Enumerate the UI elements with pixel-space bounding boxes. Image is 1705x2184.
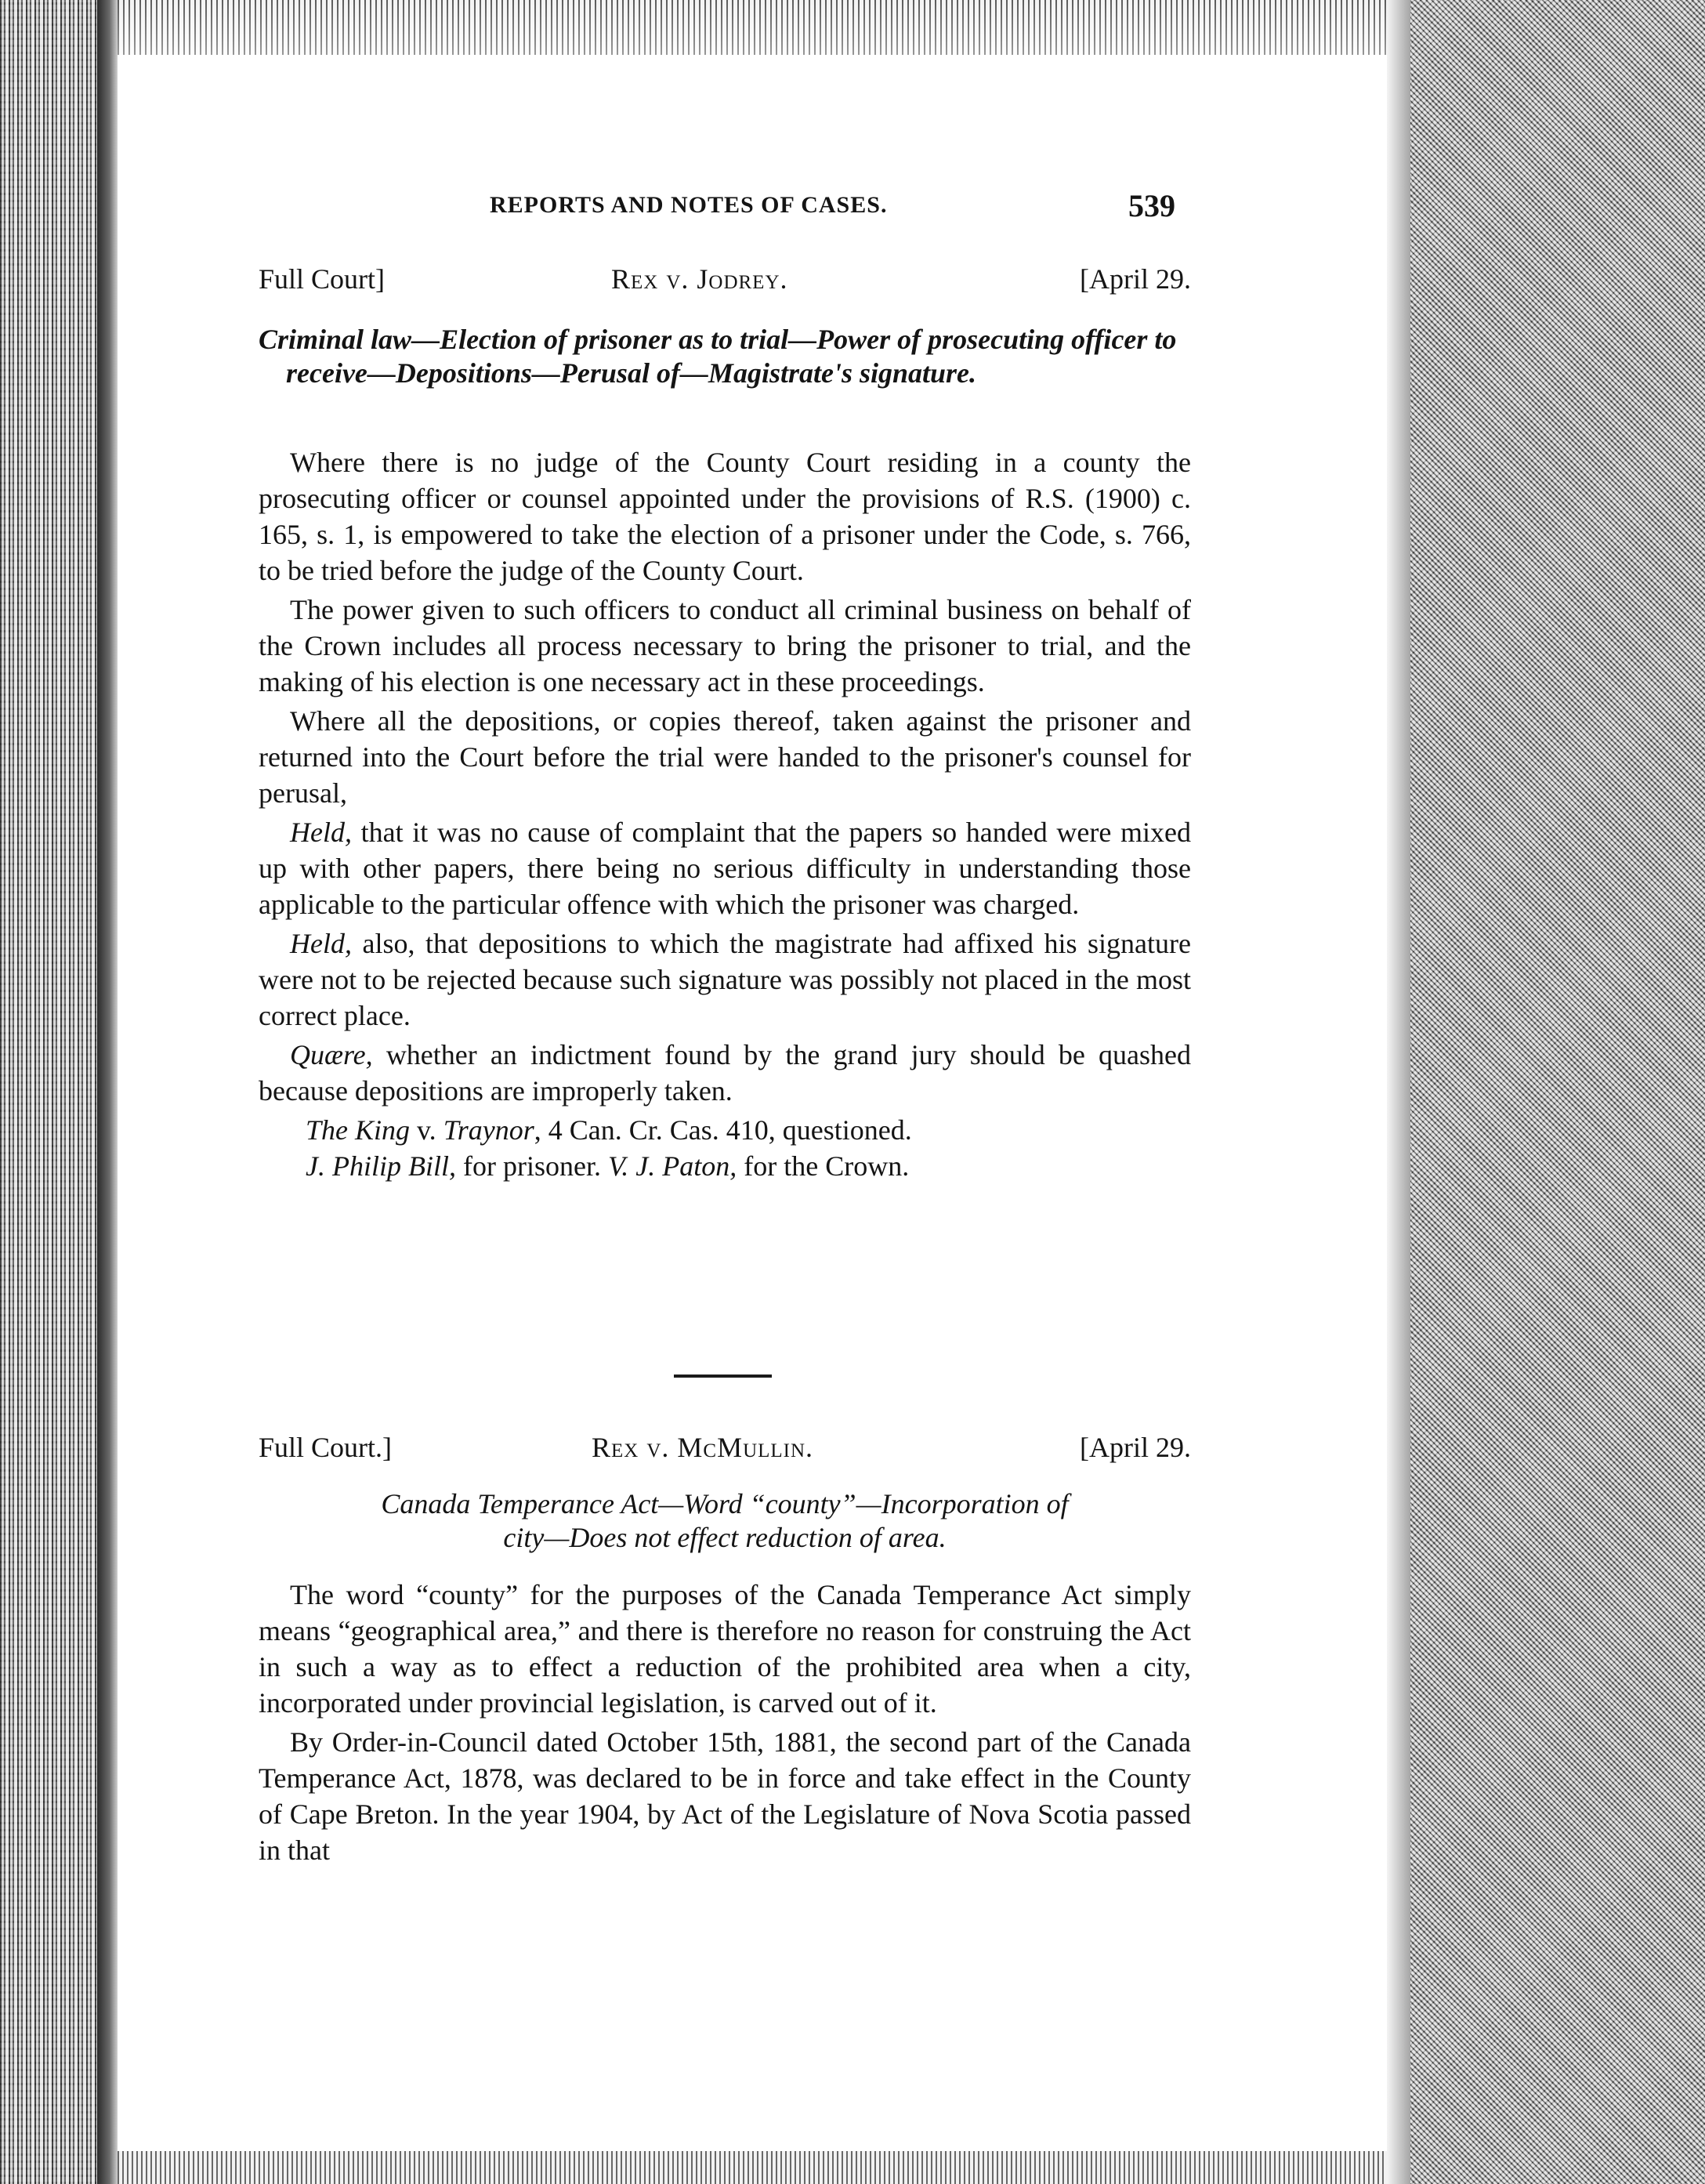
case1-date: [April 29. [1080,263,1191,295]
scan-left-edge [0,0,118,2184]
counsel-crown-role: for the Crown. [737,1150,910,1182]
case2-paragraph: By Order-in-Council dated October 15th, 1881, the second part of the Canada Temperance Act, 1878, was declared to be in force and take effect in the County of Cape Breton. In the year 1904, by Act of the Legislature of Nova Scotia passed in that [259,1726,1191,1866]
case1-paragraph: Where all the depositions, or copies thereof, taken against the prisoner and returned into the Court before the trial were handed to the prisoner's counsel for perusal, [259,705,1191,809]
case2-name: Rex v. McMullin. [592,1432,814,1463]
cited-case-v: v. [410,1114,443,1146]
scan-bottom-edge [118,2151,1387,2184]
counsel-prisoner-role: for prisoner. [455,1150,608,1182]
section-divider [674,1375,772,1378]
counsel-prisoner: J. Philip Bill, [306,1150,456,1182]
case1-quaere [259,1037,1191,1109]
cited-case-rest: , 4 Can. Cr. Cas. 410, questioned. [534,1114,912,1146]
case1-name: Rex v. Jodrey. [611,263,788,295]
cited-case-party-a: The King [306,1114,411,1146]
scan-top-edge [118,0,1410,55]
case1-court: Full Court] [259,263,386,295]
case1-citation [259,1112,1191,1148]
counsel-crown: V. J. Paton, [607,1150,737,1182]
case2-headnote [259,1487,1191,1555]
case2-headnote-line: Canada Temperance Act—Word “county”—Incorporation of [381,1488,1069,1519]
running-head [259,188,1191,231]
case1-body [259,444,1191,1184]
scan-right-edge [1387,0,1705,2184]
case2-body [259,1577,1191,1871]
case1-paragraph: The power given to such officers to conduct all criminal business on behalf of the Crown includes all process necessary to bring the prisoner to trial, and the making of his election is one necessary act in these proceedings. [259,594,1191,697]
page-number: 539 [1128,188,1175,223]
quaere-text: whether an indictment found by the grand jury should be quashed because depositions are improperly taken. [259,1039,1191,1106]
running-title: REPORTS AND NOTES OF CASES. [490,192,888,218]
case1-caption [259,263,1191,302]
held-label: Held, [290,817,352,848]
case2-headnote-line: city—Does not effect reduction of area. [503,1522,947,1553]
case2-caption [259,1431,1191,1470]
quaere-label: Quære, [290,1039,373,1070]
held-text: that it was no cause of complaint that the papers so handed were mixed up with other papers, there being no serious difficulty in understanding those applicable to the particular offence with which the prisoner was charged. [259,817,1191,920]
case1-counsel [259,1148,1191,1184]
case2-paragraph: The word “county” for the purposes of the Canada Temperance Act simply means “geographical area,” and there is therefore no reason for construing the Act in such a way as to effect a reduction of the prohibited area when a city, incorporated under provincial legislation, is carved out of it. [259,1579,1191,1719]
case1-paragraph: Where there is no judge of the County Court residing in a county the prosecuting officer or counsel appointed under the provisions of R.S. (1900) c. 165, s. 1, is empowered to take the election of a prisoner under the Code, s. 766, to be tried before the judge of the County Court. [259,447,1191,586]
held-text: also, that depositions to which the magistrate had affixed his signature were not to be rejected because such signature was possibly not placed in the most correct place. [259,928,1191,1031]
case1-held-1 [259,814,1191,922]
case1-headnote: Criminal law—Election of prisoner as to trial—Power of prosecuting officer to receive—Depositions—Perusal of—Magistrate's signature. [259,324,1177,389]
case2-court: Full Court.] [259,1432,393,1463]
case2-date: [April 29. [1080,1432,1191,1463]
held-label: Held, [290,928,352,959]
case1-held-2 [259,925,1191,1034]
cited-case-party-b: Traynor [443,1114,534,1146]
